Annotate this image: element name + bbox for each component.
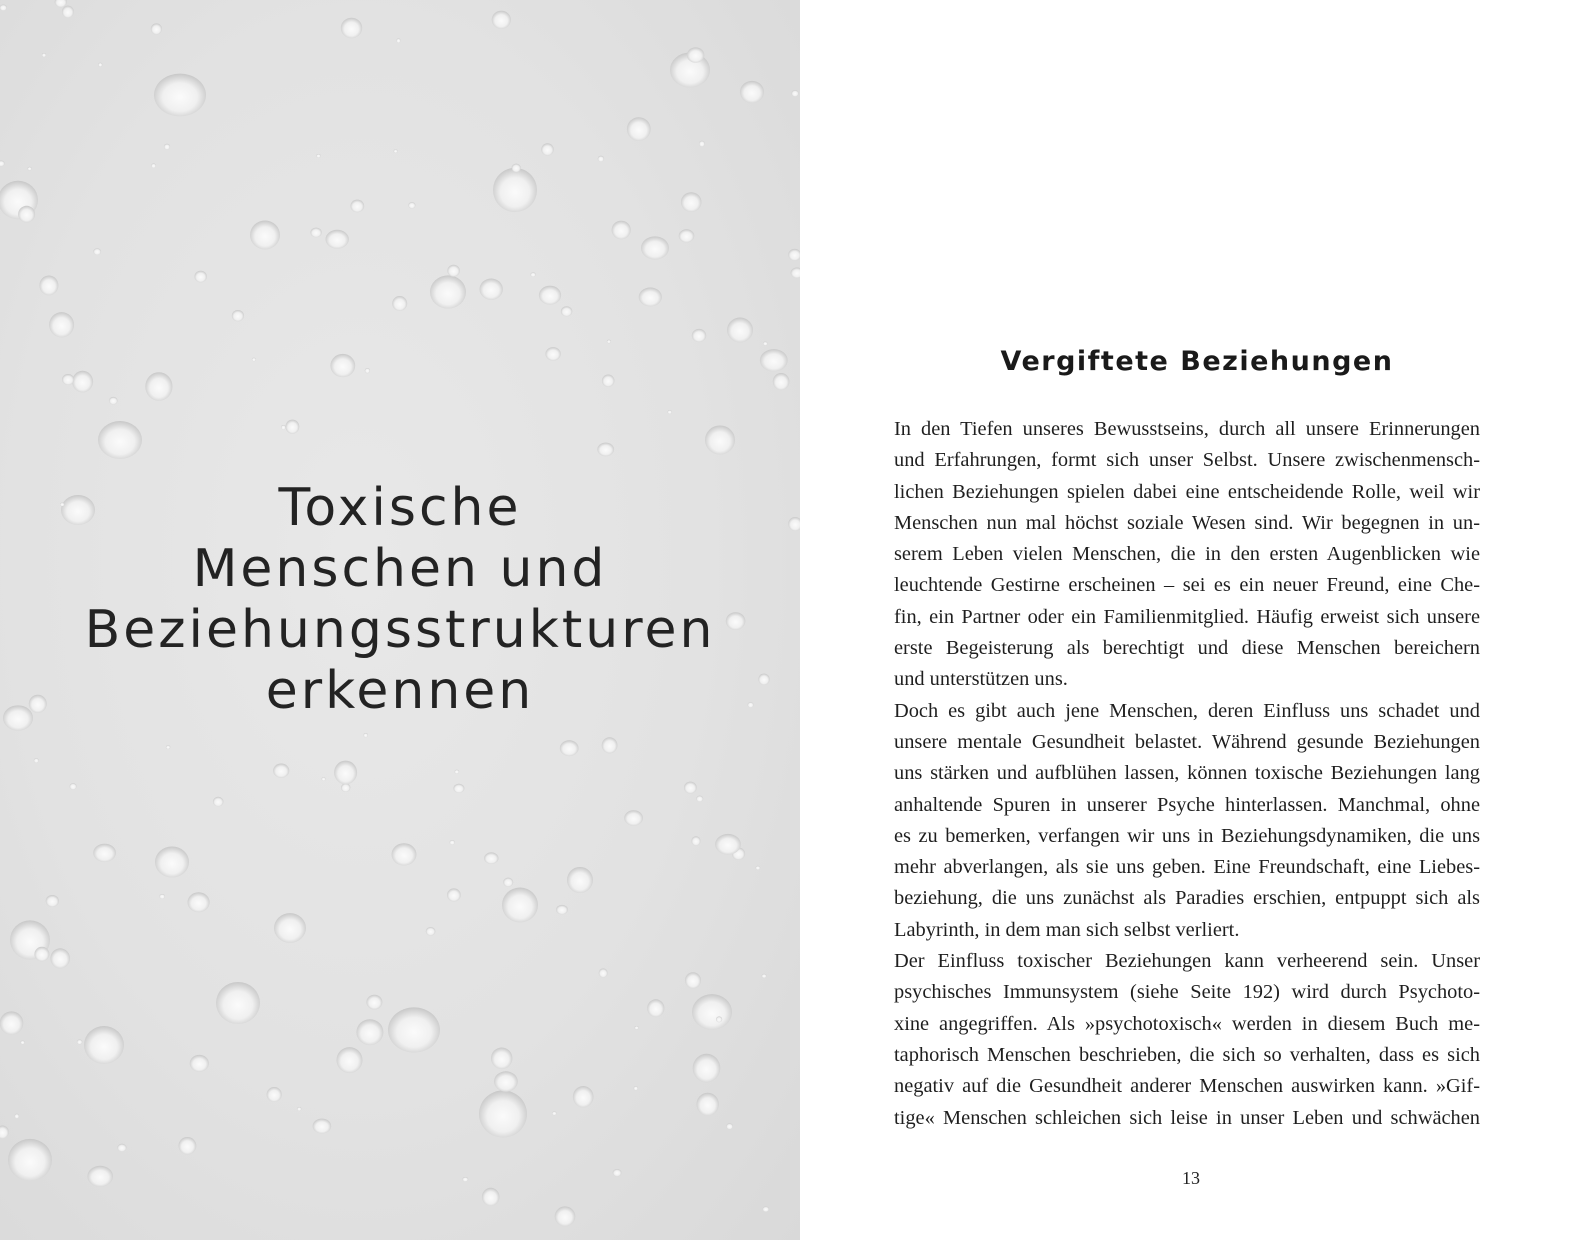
- text-line: Menschen nun mal höchst soziale Wesen sind. Wir begegnen in un-: [894, 511, 1480, 534]
- water-droplet: [62, 6, 74, 18]
- text-line: serem Leben vielen Menschen, die in den ersten Augenblicken wie: [894, 543, 1480, 566]
- water-droplet: [34, 947, 49, 962]
- water-droplet: [760, 349, 788, 371]
- water-droplet: [607, 340, 611, 343]
- water-droplet: [613, 1169, 622, 1176]
- water-droplet: [493, 168, 537, 212]
- water-droplet: [681, 192, 702, 212]
- water-droplet: [573, 1086, 594, 1108]
- water-droplet: [756, 866, 761, 870]
- chapter-title-line: Menschen und: [192, 539, 608, 599]
- text-line: und Erfahrungen, formt sich unser Selbst. Unsere zwischenmensch-: [894, 449, 1480, 472]
- water-droplet: [316, 154, 320, 158]
- water-droplet: [447, 888, 461, 901]
- water-droplet: [145, 372, 172, 401]
- water-droplet: [699, 141, 705, 147]
- water-droplet: [179, 1137, 197, 1155]
- water-droplet: [545, 347, 560, 361]
- water-droplet: [330, 354, 355, 377]
- water-droplet: [286, 420, 300, 434]
- water-droplet: [34, 758, 39, 763]
- water-droplet: [639, 288, 662, 307]
- water-droplet: [791, 268, 800, 279]
- water-droplet: [555, 1206, 576, 1226]
- water-droplet: [539, 286, 561, 305]
- water-droplet: [93, 248, 101, 255]
- water-droplet: [560, 740, 579, 756]
- water-droplet: [788, 249, 800, 261]
- text-line: und unterstützen uns.: [894, 668, 1068, 691]
- text-line: fin, ein Partner oder ein Familienmitglied. Häufig erweist sich unsere: [894, 605, 1480, 628]
- water-droplet: [602, 737, 618, 753]
- water-droplet: [763, 342, 768, 346]
- water-droplet: [762, 974, 767, 978]
- text-line: leuchtende Gestirne erscheinen – sei es ein neuer Freund, eine Che-: [894, 574, 1480, 597]
- chapter-title: [0, 478, 800, 722]
- water-droplet: [692, 329, 706, 342]
- text-line: anhaltende Spuren in unserer Psyche hinterlassen. Manchmal, ohne: [894, 793, 1480, 816]
- water-droplet: [350, 200, 364, 213]
- text-line: beziehung, die uns zunächst als Paradies erschien, entpuppt sich als: [894, 887, 1480, 910]
- water-droplet: [356, 1019, 383, 1045]
- right-page: [800, 0, 1594, 1240]
- water-droplet: [503, 878, 513, 887]
- water-droplet: [715, 834, 741, 855]
- water-droplet: [0, 5, 7, 11]
- water-droplet: [164, 144, 170, 150]
- water-droplet: [313, 1119, 332, 1134]
- water-droplet: [685, 972, 701, 988]
- text-line: lichen Beziehungen spielen dabei eine entscheidende Rolle, weil wir: [894, 480, 1480, 503]
- text-line: erste Begeisterung als berechtigt und diese Menschen bereichern: [894, 637, 1480, 660]
- water-droplet: [687, 47, 704, 62]
- text-line: Labyrinth, in dem man sich selbst verliert.: [894, 918, 1240, 941]
- water-droplet: [502, 888, 538, 923]
- water-droplet: [18, 206, 35, 223]
- text-line: es zu bemerken, verfangen wir uns in Beziehungsdynamiken, die uns: [894, 824, 1480, 847]
- text-line: mehr abverlangen, als sie uns geben. Eine Freundschaft, eine Liebes-: [894, 856, 1480, 879]
- water-droplet: [188, 892, 210, 912]
- water-droplet: [491, 1048, 512, 1070]
- water-droplet: [46, 895, 59, 907]
- water-droplet: [14, 1114, 19, 1119]
- water-droplet: [627, 117, 651, 141]
- water-droplet: [447, 265, 460, 277]
- water-droplet: [55, 0, 67, 7]
- water-droplet: [697, 1093, 719, 1116]
- water-droplet: [691, 836, 700, 845]
- water-droplet: [480, 279, 503, 300]
- water-droplet: [679, 229, 695, 242]
- water-droplet: [365, 368, 370, 373]
- water-droplet: [598, 156, 604, 162]
- water-droplet: [0, 1126, 9, 1139]
- text-line: In den Tiefen unseres Bewusstseins, durch all unsere Erinnerungen: [894, 418, 1480, 440]
- text-line: Doch es gibt auch jene Menschen, deren Einfluss uns schadet und: [894, 699, 1480, 722]
- water-droplet: [696, 796, 703, 802]
- water-droplet: [684, 782, 697, 794]
- water-droplet: [430, 275, 466, 308]
- water-droplet: [334, 761, 357, 785]
- text-line: tige« Menschen schleichen sich leise in unser Leben und schwächen: [894, 1106, 1480, 1129]
- water-droplet: [462, 1177, 468, 1182]
- water-droplet: [567, 867, 593, 893]
- water-droplet: [392, 843, 417, 865]
- water-droplet: [281, 425, 286, 430]
- water-droplet: [408, 202, 415, 208]
- water-droplet: [87, 1166, 113, 1187]
- water-droplet: [773, 373, 790, 390]
- water-droplet: [453, 784, 464, 793]
- water-droplet: [624, 810, 643, 826]
- water-droplet: [561, 306, 572, 316]
- water-droplet: [151, 23, 162, 34]
- water-droplet: [190, 1055, 209, 1072]
- water-droplet: [250, 221, 280, 250]
- water-droplet: [49, 312, 74, 337]
- water-droplet: [310, 228, 321, 238]
- water-droplet: [326, 230, 349, 249]
- water-droplet: [394, 150, 398, 153]
- water-droplet: [530, 272, 535, 276]
- water-droplet: [494, 1071, 518, 1091]
- text-line: Der Einfluss toxischer Beziehungen kann verheerend sein. Unser: [894, 950, 1480, 973]
- water-droplet: [635, 1026, 639, 1029]
- water-droplet: [484, 852, 498, 864]
- text-line: negativ auf die Gesundheit anderer Menschen auswirken kann. »Gif-: [894, 1075, 1480, 1098]
- text-line: uns stärken und aufblühen lassen, können toxische Beziehungen lang: [894, 762, 1480, 785]
- text-line: psychisches Immunsystem (siehe Seite 192) wird durch Psychoto-: [894, 981, 1480, 1004]
- water-droplet: [556, 905, 568, 915]
- water-droplet: [599, 968, 608, 977]
- water-droplet: [668, 410, 672, 414]
- water-droplet: [602, 375, 615, 387]
- water-droplet: [216, 982, 260, 1024]
- page-number: 13: [1182, 1168, 1200, 1188]
- water-droplet: [28, 167, 32, 170]
- water-droplet: [93, 844, 116, 862]
- water-droplet: [392, 296, 407, 311]
- water-droplet: [21, 1041, 25, 1045]
- water-droplet: [364, 733, 368, 737]
- water-droplet: [337, 1047, 363, 1073]
- chapter-title-line: erkennen: [265, 661, 535, 721]
- water-droplet: [693, 1054, 721, 1083]
- water-droplet: [70, 783, 77, 790]
- water-droplet: [109, 397, 118, 405]
- water-droplet: [726, 1123, 733, 1129]
- water-droplet: [341, 783, 350, 792]
- water-droplet: [232, 310, 244, 321]
- body-text: [894, 414, 1480, 1134]
- water-droplet: [479, 1090, 527, 1137]
- text-line: unsere mentale Gesundheit belastet. Während gesunde Beziehungen: [894, 730, 1480, 753]
- section-title: Vergiftete Beziehungen: [1000, 346, 1394, 377]
- water-droplet: [492, 11, 511, 29]
- text-line: xine angegriffen. Als »psychotoxisch« werden in diesem Buch me-: [894, 1012, 1480, 1035]
- water-droplet: [84, 1026, 124, 1064]
- water-droplet: [297, 1107, 301, 1111]
- water-droplet: [512, 164, 521, 173]
- water-droplet: [426, 927, 436, 936]
- water-droplet: [740, 81, 764, 103]
- water-droplet: [597, 443, 614, 457]
- water-droplet: [0, 161, 5, 167]
- water-droplet: [763, 1206, 770, 1211]
- water-droplet: [727, 318, 753, 343]
- water-droplet: [541, 143, 554, 155]
- chapter-title-line: Toxische: [278, 478, 522, 538]
- water-droplet: [647, 999, 664, 1017]
- water-droplet: [482, 1188, 500, 1206]
- water-droplet: [213, 797, 224, 807]
- water-droplet: [396, 38, 400, 42]
- water-droplet: [8, 1139, 52, 1181]
- water-droplet: [634, 1086, 638, 1090]
- water-droplet: [50, 948, 70, 968]
- water-droplet: [552, 1111, 557, 1115]
- water-droplet: [791, 90, 798, 97]
- water-droplet: [39, 276, 58, 296]
- water-droplet: [612, 221, 631, 240]
- water-droplet: [341, 18, 362, 39]
- water-droplet: [455, 770, 460, 774]
- text-line: taphorisch Menschen beschrieben, die sich so verhalten, dass es sich: [894, 1043, 1480, 1066]
- water-droplet: [151, 163, 156, 168]
- water-droplet: [716, 1016, 722, 1022]
- water-droplet: [98, 63, 102, 67]
- chapter-title-line: Beziehungsstrukturen: [84, 600, 716, 660]
- water-droplet: [77, 1040, 82, 1045]
- water-droplet: [155, 846, 189, 877]
- water-droplet: [366, 995, 382, 1010]
- water-droplet: [42, 53, 46, 57]
- water-droplet: [62, 374, 74, 385]
- water-droplet: [273, 764, 289, 778]
- water-droplet: [72, 371, 93, 393]
- water-droplet: [252, 358, 256, 362]
- water-droplet: [166, 745, 170, 749]
- water-droplet: [0, 1011, 23, 1034]
- water-droplet: [692, 994, 732, 1030]
- water-droplet: [388, 1007, 440, 1052]
- water-droplet: [267, 1087, 282, 1102]
- water-droplet: [450, 840, 455, 845]
- water-droplet: [322, 777, 326, 781]
- water-droplet: [154, 74, 206, 117]
- water-droplet: [195, 271, 207, 283]
- water-droplet: [274, 913, 306, 943]
- water-droplet: [641, 236, 669, 259]
- water-droplet: [98, 421, 142, 459]
- water-droplet: [159, 894, 165, 899]
- water-droplet: [705, 425, 735, 454]
- water-droplet: [117, 1144, 126, 1152]
